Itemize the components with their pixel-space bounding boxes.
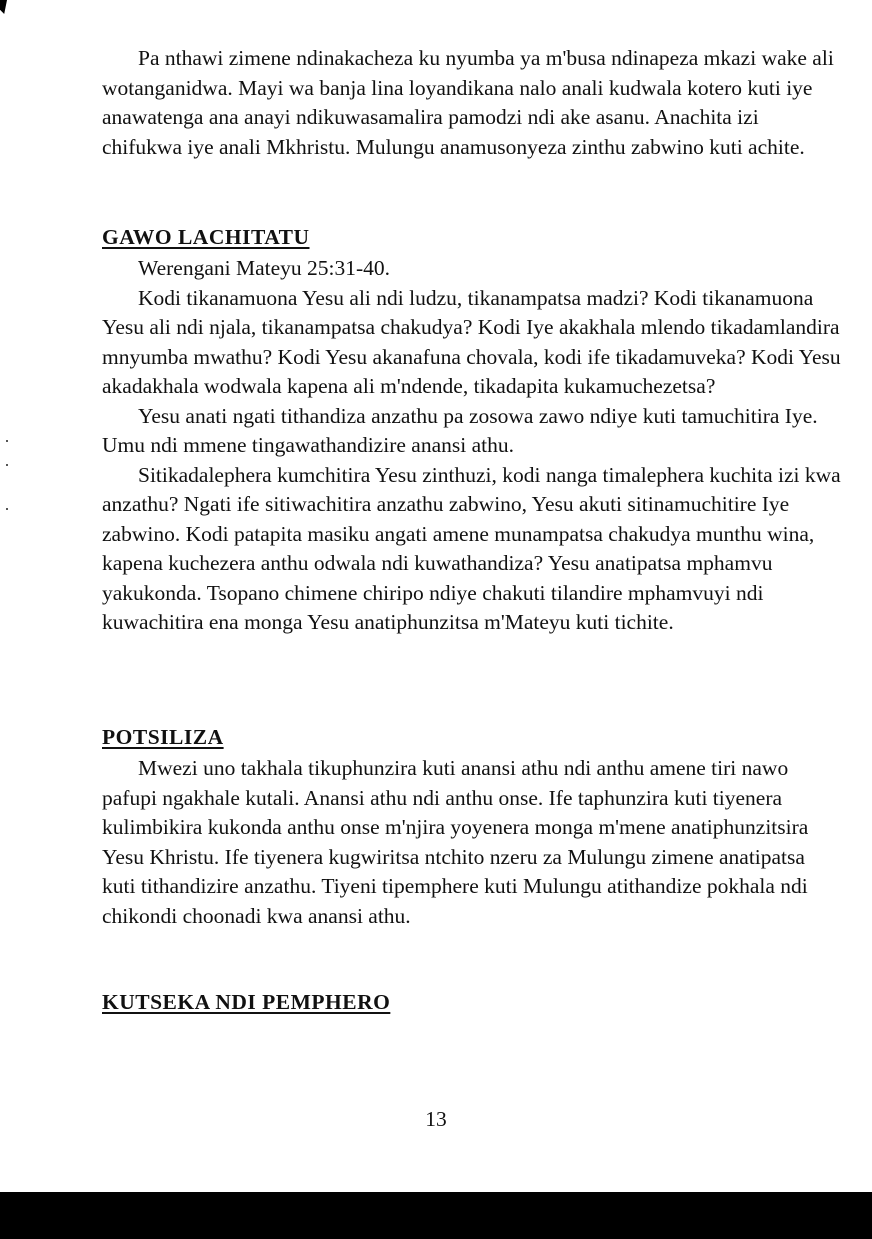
section-three-heading: GAWO LACHITATU — [102, 225, 310, 249]
scan-speck — [6, 508, 8, 510]
section-three-body — [102, 254, 842, 638]
conclusion-paragraph: Mwezi uno takhala tikuphunzira kuti anansi athu ndi anthu amene tiri nawo pafupi ngakhale kutali. Anansi athu ndi anthu onse. Ife taphunzira kuti tiyenera kulimbikira kukonda anthu onse m'njira yoyenera monga m'mene anatiphunzitsira Yesu Khristu. Ife tiyenera kugwiritsa ntchito nzeru za Mulungu zimene anatipatsa kuti tithandizire anzathu. Tiyeni tipemphere kuti Mulungu atithandize pokhala ndi chikondi choonadi kwa anansi athu. — [102, 756, 809, 928]
scan-speck — [6, 464, 8, 466]
section-three-paragraph: Kodi tikanamuona Yesu ali ndi ludzu, tikanampatsa madzi? Kodi tikanamuona Yesu ali ndi njala, tikanampatsa chakudya? Kodi Iye akakhala mlendo tikadamlandira mnyumba mwathu? Kodi Yesu akanafuna chovala, kodi ife tikadamuveka? Kodi Yesu akadakhala wodwala kapena ali m'ndende, tikadapita kukamuchezetsa? — [102, 285, 841, 398]
scan-speck — [6, 440, 8, 442]
scan-corner-mark — [0, 0, 7, 14]
conclusion-heading: POTSILIZA — [102, 725, 224, 749]
intro-section — [102, 44, 842, 162]
section-three-paragraph: Yesu anati ngati tithandiza anzathu pa zosowa zawo ndiye kuti tamuchitira Iye. Umu ndi mmene tingawathandizire anansi athu. — [102, 403, 818, 457]
conclusion-body — [102, 754, 842, 931]
scripture-reference: Werengani Mateyu 25:31-40. — [138, 256, 391, 280]
scan-bottom-border — [0, 1192, 872, 1239]
closing-prayer-heading: KUTSEKA NDI PEMPHERO — [102, 990, 391, 1014]
page-number: 13 — [425, 1107, 447, 1131]
intro-paragraph: Pa nthawi zimene ndinakacheza ku nyumba ya m'busa ndinapeza mkazi wake ali wotanganidwa. Mayi wa banja lina loyandikana nalo anali kudwala kotero kuti iye anawatenga ana anayi ndikuwasamalira pamodzi ndi ake asanu. Anachita izi chifukwa iye anali Mkhristu. Mulungu anamusonyeza zinthu zabwino kuti achite. — [102, 46, 834, 159]
section-three-paragraph: Sitikadalephera kumchitira Yesu zinthuzi, kodi nanga timalephera kuchita izi kwa anzathu? Ngati ife sitiwachitira anzathu zabwino, Yesu akuti sitinamuchitire Iye zabwino. Kodi patapita masiku angati amene munampatsa chakudya munthu wina, kapena kuchezera anthu odwala ndi kuwathandiza? Yesu anatipatsa mphamvu yakukonda. Tsopano chimene chiripo ndiye chakuti tilandire mphamvuyi ndi kuwachitira ena monga Yesu anatiphunzitsa m'Mateyu kuti tichite. — [102, 462, 841, 634]
